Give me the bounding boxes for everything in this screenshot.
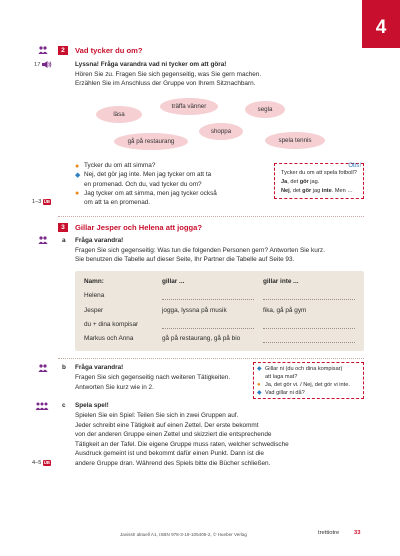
answer-blank[interactable] (162, 328, 254, 329)
ex3b-text-1: Fragen Sie sich gegenseitig nach weiteren Tätigkeiten. (75, 374, 231, 381)
pair-work-icon (38, 46, 48, 54)
table-cell-dislikes: fika, gå på gym (263, 307, 307, 314)
speaker-a-icon: ● (75, 163, 80, 170)
dialog-line: om att ta en promenad. (84, 199, 151, 206)
answer-blank[interactable] (263, 328, 355, 329)
reference-range: 1–3 (32, 199, 42, 205)
chapter-number: 4 (375, 17, 387, 38)
ex3c-text-line: andere Gruppe dran. Während des Spiels bitte die Bücher schließen. (75, 459, 271, 467)
activity-pill: läsa (96, 106, 142, 123)
speaker-a-icon: ● (75, 190, 80, 197)
workbook-reference (32, 459, 51, 467)
dialog-line: Jag tycker om att simma, men jag tycker också (84, 189, 217, 197)
speaker-b-icon: ◆ (257, 366, 262, 372)
exercise-title-3: Gillar Jesper och Helena att jogga? (75, 222, 203, 232)
reference-range: 4–5 (32, 460, 42, 466)
subtask-label-a: a (62, 236, 66, 244)
ex3c-text-line: Jeder schreibt eine Tätigkeit auf einen Zettel. Der erste bekommt (75, 421, 259, 429)
activity-pill: träffa vänner (160, 98, 218, 115)
table-header: gillar inte ... (263, 278, 299, 285)
workbook-reference (32, 198, 51, 206)
ex2-text-2: Erzählen Sie im Anschluss der Gruppe von Ihrem Sitznachbarn. (75, 80, 256, 87)
subtask-title-c: Spela spel! (75, 402, 109, 409)
answer-blank[interactable] (162, 299, 254, 300)
table-header: gillar ... (162, 278, 185, 285)
dialog-line: Vad gillar ni då? (265, 389, 305, 396)
ex3a-text-2: Sie benutzen die Tabelle auf dieser Seite, Ihr Partner die Tabelle auf Seite 93. (75, 256, 295, 263)
dialog-line: en promenad. Och du, vad tycker du om? (84, 180, 202, 188)
footer-page-word: trettiotre (318, 530, 340, 536)
table-cell-name: du + dina kompisar (84, 321, 139, 328)
track-number: 17 (34, 62, 41, 69)
example-dialog-box (253, 362, 364, 399)
tip-line-1: Tycker du om att spela fotboll? (281, 170, 357, 176)
ex3c-text-line: Tätigkeit an der Tafel. Die eigene Gruppe muss raten, welcher schwedische (75, 440, 289, 448)
table-cell-name: Jesper (84, 307, 104, 314)
ex3c-text-line: von der anderen Gruppe einen Zettel und skizziert die entsprechende (75, 431, 272, 438)
ex2-instruction: Lyssna! Fråga varandra vad ni tycker om att göra! (75, 60, 227, 68)
page-number: 33 (354, 530, 361, 536)
activity-pill: shoppa (199, 123, 243, 140)
activity-pill: segla (245, 101, 285, 118)
speaker-a-icon: ● (257, 382, 261, 388)
dialog-line: Gillar ni (du och dina kompisar) (265, 365, 343, 372)
answer-blank[interactable] (263, 342, 355, 343)
dialog-line: Ja, det gör vi. / Nej, det gör vi inte. (265, 381, 350, 388)
exercise-number-2: 2 (58, 46, 68, 55)
dialog-line: Nej, det gör jag inte. Men jag tycker om att ta (84, 171, 212, 178)
footer-publisher: Javisst! aktuell A1, ISBN 978-3-19-105405-2, © Hueber Verlag (120, 532, 247, 537)
exercise-title-2: Vad tycker du om? (75, 45, 143, 55)
section-divider (58, 358, 364, 359)
activity-table (75, 271, 364, 351)
ex3c-text-line: Ausdruck gemeint ist und bekommt dafür einen Punkt. Dann ist die (75, 450, 264, 457)
table-header: Namn: (84, 278, 104, 285)
tip-line-2: Ja, det gör jag. (281, 179, 320, 185)
group-work-icon (35, 402, 49, 410)
activity-pill: gå på restaurang (114, 133, 188, 150)
activity-pill: spela tennis (265, 132, 325, 149)
speaker-b-icon: ◆ (75, 172, 81, 179)
table-cell-name: Helena (84, 292, 105, 299)
tip-line-3: Nej, det gör jag inte. Men … (281, 188, 353, 194)
ex3a-text-1: Fragen Sie sich gegenseitig: Was tun die folgenden Personen gern? Antworten Sie kurz. (75, 246, 325, 254)
workbook-tag: ÜB (43, 459, 50, 465)
subtask-title-b: Fråga varandra! (75, 364, 124, 371)
dialog-line: Tycker du om att simma? (84, 162, 156, 169)
ex3c-text-line: Spielen Sie ein Spiel: Teilen Sie sich in zwei Gruppen auf. (75, 412, 239, 419)
audio-track[interactable] (34, 61, 52, 69)
pair-work-icon (38, 236, 48, 244)
pair-work-icon (38, 364, 48, 372)
tip-box (274, 163, 364, 199)
table-cell-name: Markus och Anna (84, 335, 134, 342)
dialog-line: att laga mat? (265, 373, 298, 380)
ex2-text-1: Hören Sie zu. Fragen Sie sich gegenseitig, was Sie gern machen. (75, 70, 262, 78)
subtask-label-c: c (62, 402, 66, 409)
chapter-tab (362, 0, 400, 48)
subtask-label-b: b (62, 364, 66, 371)
workbook-tag: ÜB (43, 198, 50, 204)
subtask-title-a: Fråga varandra! (75, 236, 124, 244)
table-cell-likes: gå på restaurang, gå på bio (162, 335, 241, 342)
audio-speaker-icon (42, 61, 52, 68)
speaker-b-icon: ◆ (257, 390, 262, 396)
section-divider (58, 216, 364, 217)
tip-title: Obs! (348, 163, 361, 169)
exercise-number-3: 3 (58, 223, 68, 232)
ex3b-text-2: Antworten Sie kurz wie in 2. (75, 383, 154, 391)
table-cell-likes: jogga, lyssna på musik (162, 307, 227, 314)
answer-blank[interactable] (263, 299, 355, 300)
